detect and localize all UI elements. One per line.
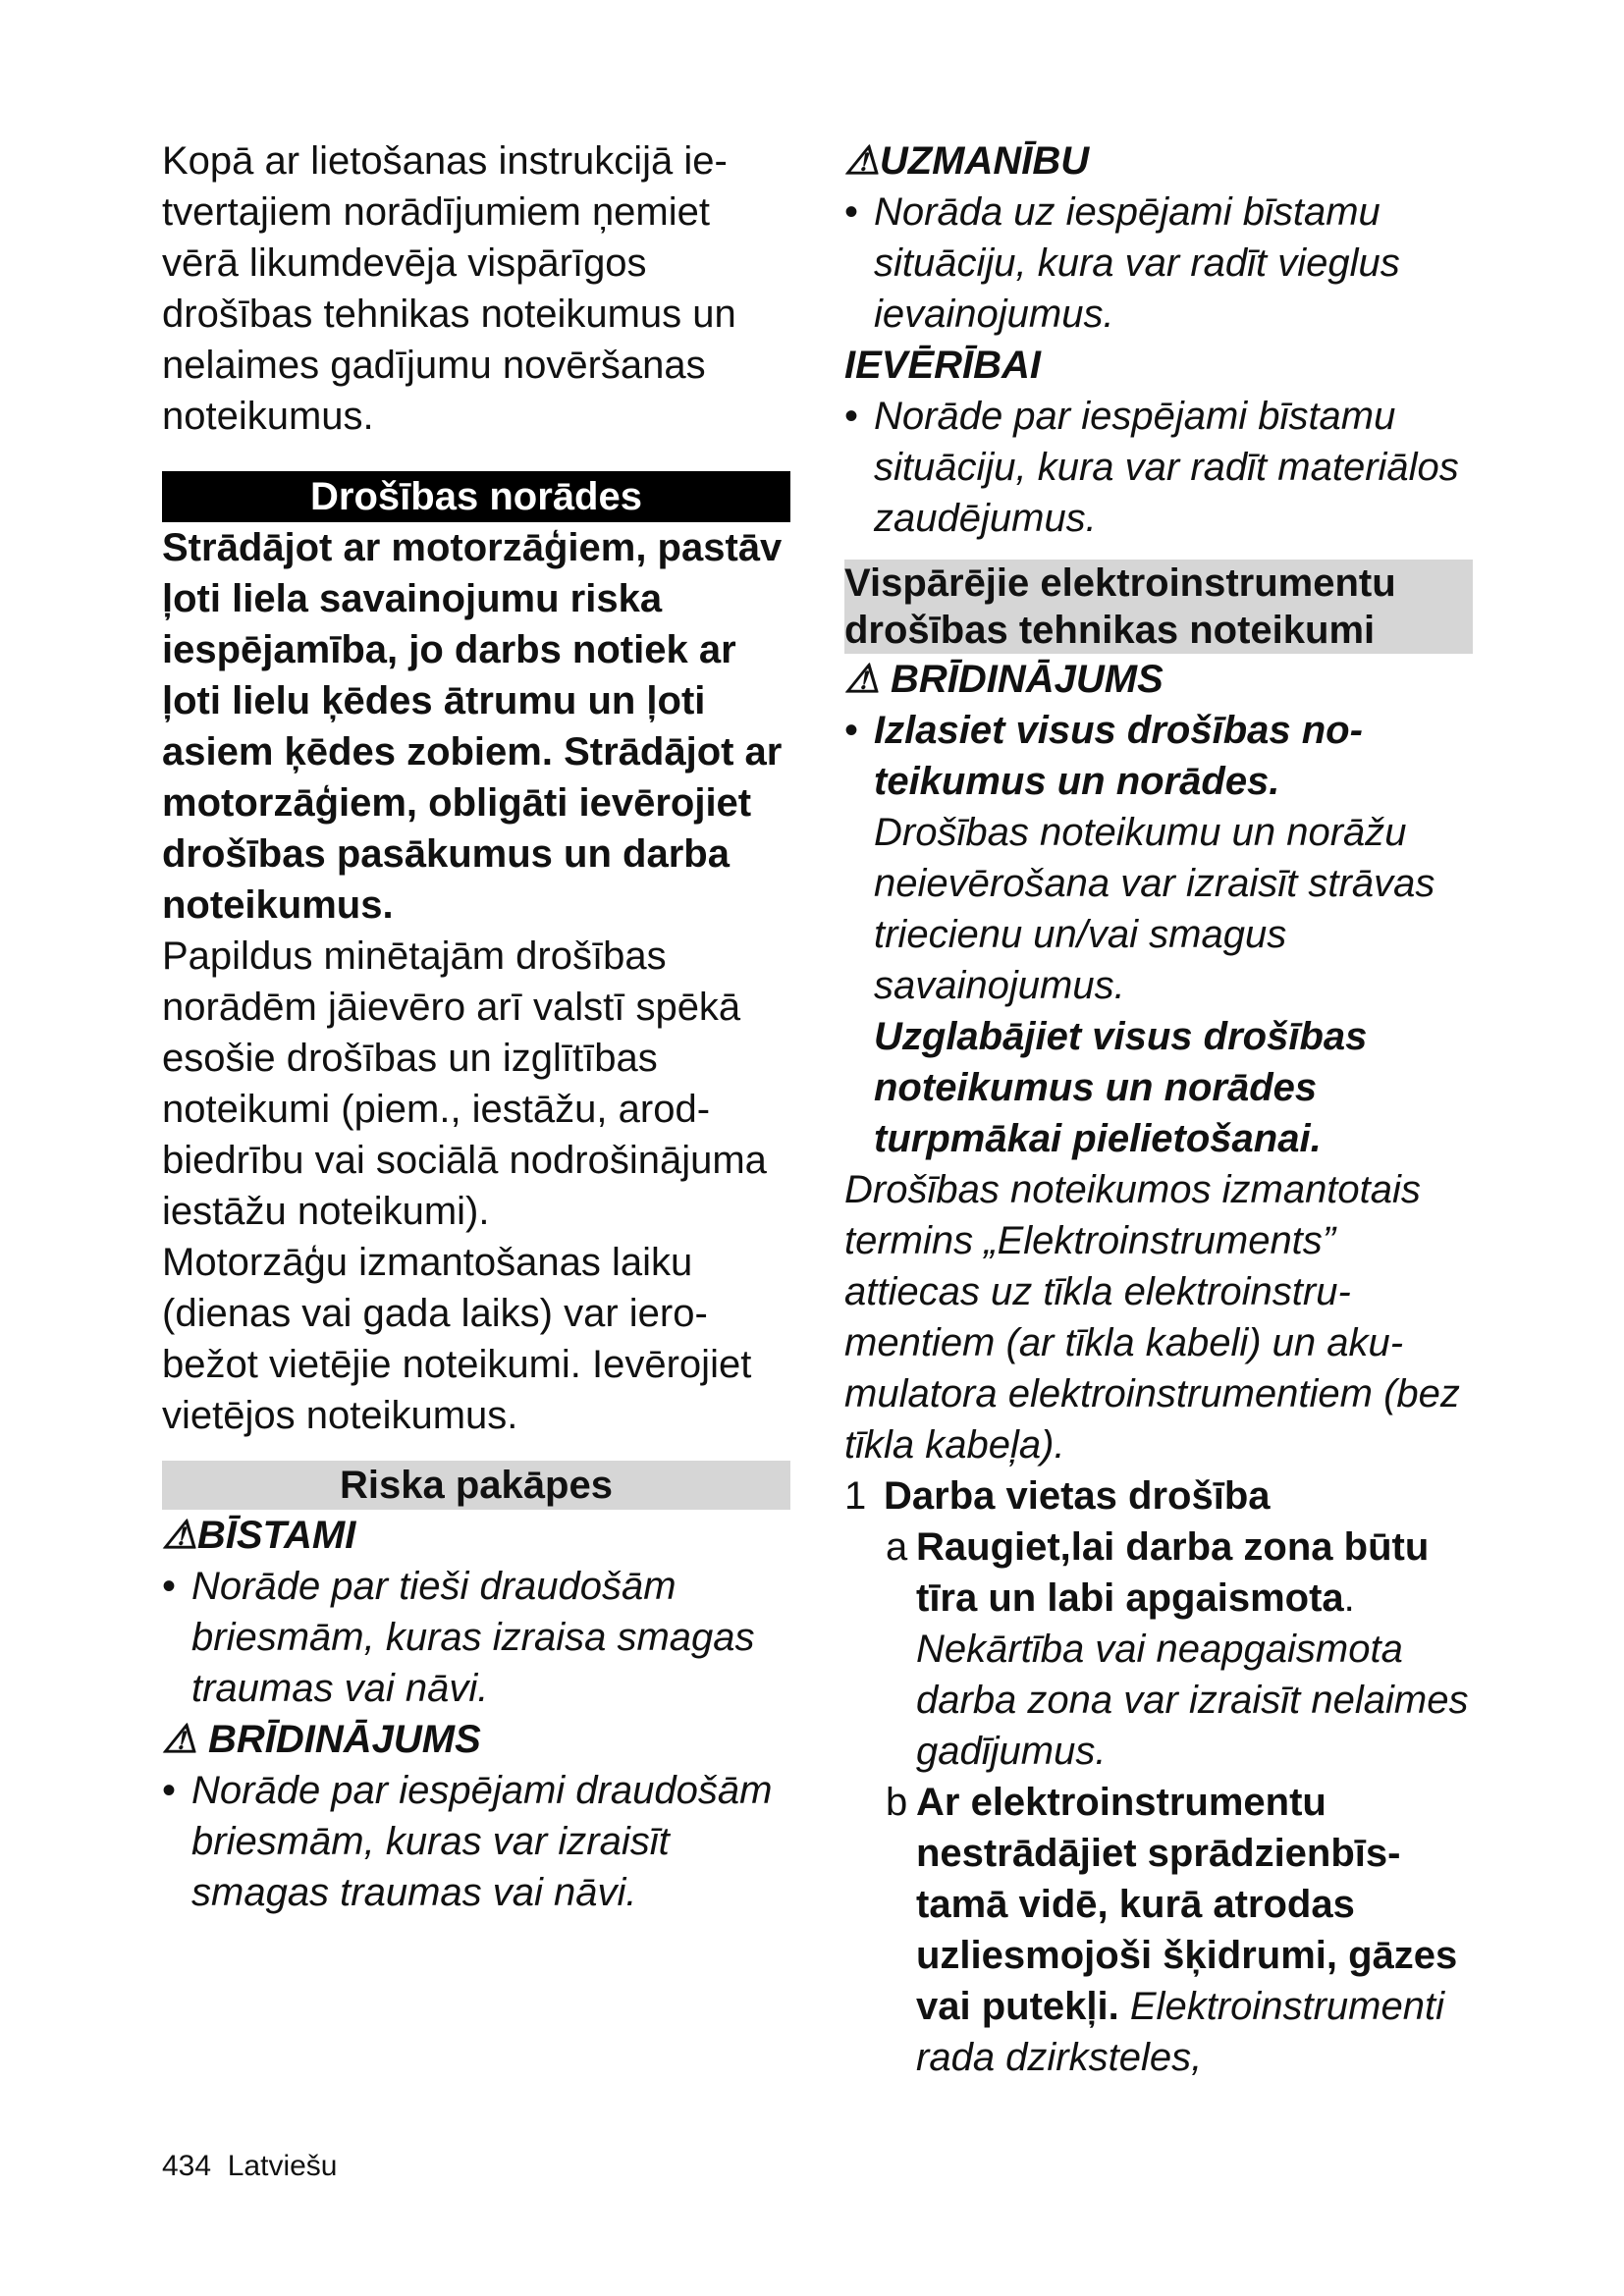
chainsaw-warning: Strādājot ar motorzāģiem, pastāv ļoti liela savainojumu riska iespējamība, jo darbs notiek ar ļoti lielu ķēdes ātrumu un ļoti asiem ķēdes zobiem. Strādājot ar motorzāģiem, obligāti ievērojiet drošības pasākumus un darba noteikumus. xyxy=(162,526,783,927)
sub-item-a-dot: . xyxy=(1343,1576,1355,1620)
section-heading-safety: Drošības norādes xyxy=(162,471,790,522)
page-number: 434 xyxy=(162,2150,212,2182)
page-footer xyxy=(162,2150,337,2183)
footer-language: Latviešu xyxy=(227,2150,338,2182)
item-title: Darba vietas drošība xyxy=(884,1474,1271,1518)
sub-item-a xyxy=(844,1522,1473,1777)
sub-item-b-bold: Ar elektroinstrumentu nestrādājiet sprādzienbīstamā vidē, kurā atrodas uzliesmojoši šķidrumi, gāzes vai putekļi. xyxy=(916,1781,1458,2028)
item-number: 1 xyxy=(844,1474,867,1518)
caution-label: ⚠UZMANĪBU xyxy=(844,139,1090,183)
sub-item-a-text: Nekārtība vai neapgaismota darba zona var izraisīt nelaimes gadījumus. xyxy=(916,1628,1469,1773)
danger-text: • Norāde par tieši draudošām briesmām, kuras izraisa smagas traumas vai nāvi. xyxy=(162,1561,790,1714)
read-all-text: Drošības noteikumu un norāžu neievērošana var izraisīt strāvas triecienu un/vai smagus savainojumus. xyxy=(874,811,1435,1007)
sub-item-a-bold: Raugiet,lai darba zona būtu tīra un labi apgaismota xyxy=(916,1525,1430,1620)
section-heading-general-tool-safety: Vispārējie elektroinstrumentu drošības tehnikas noteikumi xyxy=(844,560,1473,654)
sub-item-b xyxy=(844,1777,1473,2083)
danger-label: ⚠BĪSTAMI xyxy=(162,1514,356,1557)
sub-item-letter: a xyxy=(886,1525,908,1569)
additional-rules-paragraph: Papildus minētajām drošības norādēm jāievēro arī valstī spēkā esošie drošības un izglītības noteikumi (piem., iestāžu, arodbiedrību vai sociālā nodrošinājuma iestāžu noteikumi). xyxy=(162,934,767,1233)
warning-text: • Norāde par iespējami draudošām briesmām, kuras var izraisīt smagas traumas vai nāvi. xyxy=(162,1765,790,1918)
intro-paragraph: Kopā ar lietošanas instrukcijā ietvertajiem norādījumiem ņemiet vērā likumdevēja vispārīgos drošības tehnikas noteikumus un nelaimes gadījumu novēršanas noteikumus. xyxy=(162,139,736,438)
numbered-item-1 xyxy=(844,1470,1473,1522)
left-column xyxy=(162,135,790,1918)
warning-label: ⚠ BRĪDINĀJUMS xyxy=(162,1718,481,1761)
sub-item-letter: b xyxy=(886,1781,908,1824)
read-all-bold: Izlasiet visus drošības noteikumus un norādes. xyxy=(874,709,1363,803)
read-all-item xyxy=(844,705,1473,1164)
section-heading-risk-levels: Riska pakāpes xyxy=(162,1461,790,1510)
term-definition: Drošības noteikumos izmantotais termins „Elektroinstruments” attiecas uz tīkla elektroinstrumentiem (ar tīkla kabeli) un akumulatora elektroinstrumentiem (bez tīkla kabeļa). xyxy=(844,1168,1460,1467)
notice-text: • Norāde par iespējami bīstamu situāciju, kura var radīt materiālos zaudējumus. xyxy=(844,391,1473,544)
caution-text: • Norāda uz iespējami bīstamu situāciju, kura var radīt vieglus ievainojumus. xyxy=(844,187,1473,340)
sub-item-b-text: Elektroinstrumenti rada dzirksteles, xyxy=(916,1985,1444,2079)
right-column xyxy=(844,135,1473,2083)
local-rules-paragraph: Motorzāģu izmantošanas laiku (dienas vai gada laiks) var ierobežot vietējie noteikumi. Ievērojiet vietējos noteikumus. xyxy=(162,1241,752,1437)
warning-label-right: ⚠ BRĪDINĀJUMS xyxy=(844,658,1164,701)
keep-instructions: Uzglabājiet visus drošības noteikumus un norādes turpmākai pielietošanai. xyxy=(874,1015,1368,1160)
notice-label: IEVĒRĪBAI xyxy=(844,344,1042,387)
